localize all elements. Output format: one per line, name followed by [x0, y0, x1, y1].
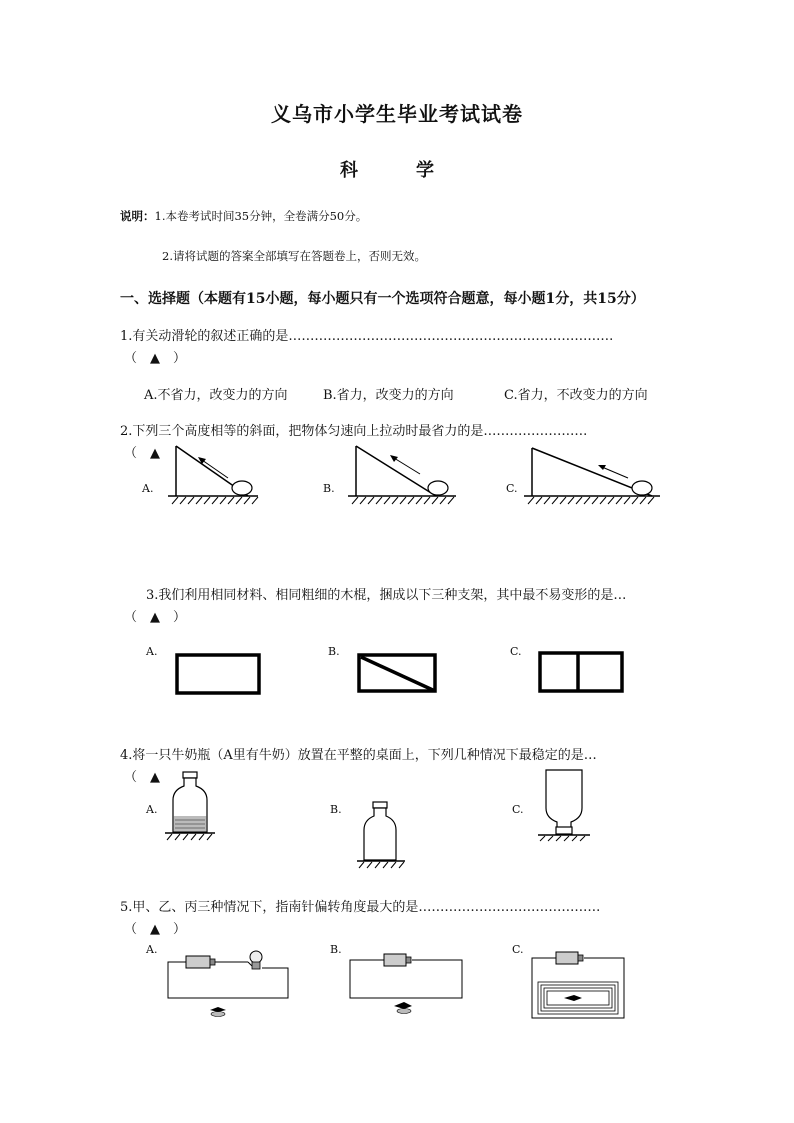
question-1-answer-blank: （ ▲ ）	[124, 351, 186, 366]
question-5-label-b: B.	[330, 943, 342, 956]
question-4-label-b: B.	[330, 803, 342, 816]
instructions-text-1: 1.本卷考试时间35分钟，全卷满分50分。	[154, 209, 368, 223]
incline-figure-b	[348, 444, 458, 508]
question-4-label-c: C.	[512, 803, 524, 816]
question-3-answer-blank: （ ▲ ）	[124, 610, 186, 625]
question-4-text: 4.将一只牛奶瓶（A里有牛奶）放置在平整的桌面上，下列几种情况下最稳定的是…	[120, 748, 597, 763]
question-3-label-c: C.	[510, 645, 522, 658]
question-4-answer-blank: （ ▲	[124, 770, 160, 785]
question-3-label-a: A.	[146, 645, 158, 658]
circuit-figure-a	[166, 946, 294, 1022]
question-1-option-a: A.不省力，改变力的方向	[144, 388, 288, 403]
circuit-figure-c	[528, 944, 628, 1026]
bottle-figure-c	[536, 766, 592, 842]
question-5-answer-blank: （ ▲ ）	[124, 922, 186, 937]
question-5-label-a: A.	[146, 943, 158, 956]
question-3-label-b: B.	[328, 645, 340, 658]
question-2-label-c: C.	[506, 482, 518, 495]
frame-figure-b	[357, 653, 441, 697]
question-2-text: 2.下列三个高度相等的斜面，把物体匀速向上拉动时最省力的是……………………	[120, 424, 588, 439]
incline-figure-a	[168, 444, 268, 508]
bottle-figure-b	[355, 800, 409, 870]
instructions-line-1	[120, 208, 367, 224]
frame-figure-a	[175, 653, 265, 697]
question-2-label-a: A.	[142, 482, 154, 495]
page-title: 义乌市小学生毕业考试试卷	[271, 102, 523, 126]
question-4-label-a: A.	[146, 803, 158, 816]
question-1-text: 1.有关动滑轮的叙述正确的是…………………………………………………………………	[120, 329, 614, 344]
question-3-text: 3.我们利用相同材料、相同粗细的木棍，捆成以下三种支架，其中最不易变形的是…	[146, 588, 627, 603]
question-5-label-c: C.	[512, 943, 524, 956]
section-heading: 一、选择题（本题有15小题，每小题只有一个选项符合题意，每小题1分，共15分）	[120, 291, 645, 307]
question-5-text: 5.甲、乙、丙三种情况下，指南针偏转角度最大的是……………………………………	[120, 900, 601, 915]
bottle-figure-a	[163, 770, 219, 842]
frame-figure-c	[538, 651, 628, 697]
question-1-option-c: C.省力，不改变力的方向	[504, 388, 648, 403]
instructions-prefix: 说明：	[120, 209, 155, 223]
question-2-answer-blank: （ ▲	[124, 446, 160, 461]
incline-figure-c	[524, 444, 664, 508]
question-2-label-b: B.	[323, 482, 335, 495]
question-1-option-b: B.省力，改变力的方向	[323, 388, 454, 403]
circuit-figure-b	[346, 946, 466, 1022]
subject-title: 科 学	[340, 160, 454, 181]
instructions-line-2: 2.请将试题的答案全部填写在答题卷上，否则无效。	[162, 249, 426, 263]
